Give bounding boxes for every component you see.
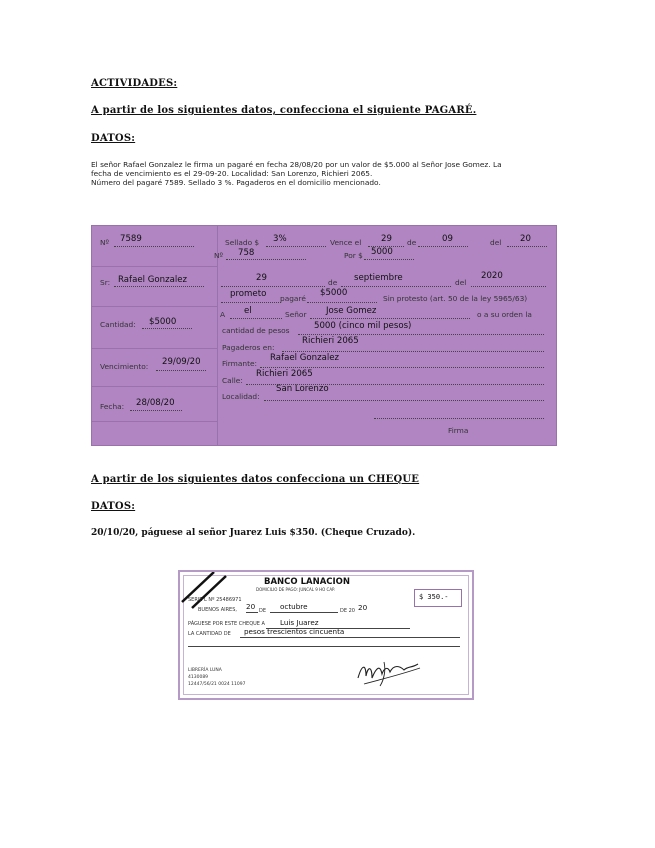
localidad-value: San Lorenzo bbox=[276, 384, 329, 394]
cheque-footer-2: 4130089 bbox=[188, 675, 209, 680]
sellado-line bbox=[266, 246, 326, 247]
cheque-instruction: A partir de los siguientes datos confecciona un CHEQUE bbox=[91, 474, 420, 485]
firma-line bbox=[374, 418, 544, 419]
cheque-anio: 20 bbox=[358, 603, 368, 612]
por-value: 5000 bbox=[371, 247, 393, 257]
senor-line bbox=[310, 318, 470, 319]
signature-icon bbox=[354, 654, 424, 690]
cheque-datos-text: 20/10/20, páguese al señor Juarez Luis $350. (Cheque Cruzado). bbox=[91, 528, 416, 538]
cantidad-line bbox=[240, 637, 460, 638]
anio-value: 2020 bbox=[481, 271, 503, 281]
vencimiento-label: Vencimiento: bbox=[100, 362, 149, 371]
datos-paragraph-line3: Número del pagaré 7589. Sellado 3 %. Pagaderos en el domicilio mencionado. bbox=[91, 178, 381, 187]
vencimiento-line bbox=[156, 370, 206, 371]
numero-value: 7589 bbox=[120, 234, 142, 244]
cantidad-pesos-label: cantidad de pesos bbox=[222, 326, 290, 335]
n2-line bbox=[226, 259, 306, 260]
fecha-value: 28/08/20 bbox=[136, 398, 175, 408]
vence-dia-value: 29 bbox=[381, 234, 392, 244]
bank-address: DOMICILIO DE PAGO: JUNCAL 9 HO CAP. bbox=[256, 587, 336, 592]
pagare-instruction: A partir de los siguientes datos, confecciona el siguiente PAGARÉ. bbox=[91, 105, 477, 116]
dia-value: 29 bbox=[256, 273, 267, 283]
cheque-crossing-lines bbox=[180, 572, 240, 612]
pagare-form bbox=[91, 225, 557, 446]
pagare-row-divider bbox=[92, 348, 217, 349]
numero-line bbox=[114, 246, 194, 247]
vence-label: Vence el bbox=[330, 238, 362, 247]
datos-heading-2: DATOS: bbox=[91, 501, 136, 512]
paguese-value: Luis Juarez bbox=[280, 618, 319, 627]
dia-line bbox=[221, 286, 325, 287]
prometo-line bbox=[221, 302, 281, 303]
vence-del-label: del bbox=[490, 238, 502, 247]
cantidad-label: Cantidad: bbox=[100, 320, 136, 329]
cheque-ciudad: BUENOS AIRES, bbox=[198, 607, 237, 613]
sr-label: Sr: bbox=[100, 278, 111, 287]
orden-label: o a su orden la bbox=[477, 310, 532, 319]
fecha-line bbox=[130, 410, 182, 411]
por-label: Por $ bbox=[344, 251, 363, 260]
prometo-value: prometo bbox=[230, 289, 267, 299]
cheque-dia: 20 bbox=[246, 602, 256, 611]
cheque-footer-1: LIBRERÍA LUNA bbox=[188, 668, 222, 673]
cantidad-pesos-value: 5000 (cinco mil pesos) bbox=[314, 321, 412, 331]
por-line bbox=[364, 259, 414, 260]
cheque-mes: octubre bbox=[280, 602, 308, 611]
vencimiento-value: 29/09/20 bbox=[162, 357, 201, 367]
firma-label: Firma bbox=[448, 426, 469, 435]
sellado-label: Sellado $ bbox=[225, 238, 260, 247]
sellado-value: 3% bbox=[273, 234, 287, 244]
fecha-label: Fecha: bbox=[100, 402, 125, 411]
cheque-dia-line bbox=[246, 612, 258, 613]
numero-label: Nº bbox=[100, 238, 110, 247]
vence-mes-value: 09 bbox=[442, 234, 453, 244]
firmante-line bbox=[260, 367, 544, 368]
a-line bbox=[230, 318, 282, 319]
amount-value: $ 350.- bbox=[419, 593, 449, 601]
firmante-label: Firmante: bbox=[222, 359, 258, 368]
cheque bbox=[178, 570, 474, 700]
calle-value: Richieri 2065 bbox=[256, 369, 313, 379]
amount-box bbox=[414, 589, 462, 607]
vence-mes-line bbox=[418, 246, 468, 247]
sr-line bbox=[114, 286, 204, 287]
pagaderos-label: Pagaderos en: bbox=[222, 343, 275, 352]
anio-line bbox=[471, 286, 546, 287]
pagare-value: $5000 bbox=[320, 288, 348, 298]
pagare-row-divider bbox=[92, 306, 217, 307]
senor-value: Jose Gomez bbox=[326, 306, 377, 316]
pagare-row-divider bbox=[92, 386, 217, 387]
datos-paragraph-line2: fecha de vencimiento es el 29-09-20. Localidad: San Lorenzo, Richieri 2065. bbox=[91, 169, 373, 178]
sin-protesto-label: Sin protesto (art. 50 de la ley 5965/63) bbox=[383, 294, 528, 303]
sr-value: Rafael Gonzalez bbox=[118, 275, 188, 285]
localidad-label: Localidad: bbox=[222, 392, 260, 401]
datos-heading-1: DATOS: bbox=[91, 133, 136, 144]
vence-de-label: de bbox=[407, 238, 417, 247]
pagaderos-line bbox=[282, 351, 544, 352]
vence-anio-line bbox=[507, 246, 547, 247]
vence-anio-value: 20 bbox=[520, 234, 531, 244]
bank-name: BANCO LANACION bbox=[264, 577, 351, 587]
n2-value: 758 bbox=[238, 248, 255, 258]
firmante-value: Rafael Gonzalez bbox=[270, 353, 340, 363]
activities-heading: ACTIVIDADES: bbox=[91, 78, 178, 89]
a-value: el bbox=[244, 306, 252, 316]
pagaderos-value: Richieri 2065 bbox=[302, 336, 359, 346]
cantidad-line bbox=[142, 328, 192, 329]
cheque-mes-line bbox=[270, 612, 338, 613]
cheque-de-label: DE bbox=[259, 608, 267, 614]
senor-label: Señor bbox=[285, 310, 307, 319]
datos-paragraph-line1: El señor Rafael Gonzalez le firma un pagaré en fecha 28/08/20 por un valor de $5.000 al Señor Jose Gomez. La bbox=[91, 160, 502, 169]
de2-label: de bbox=[328, 278, 338, 287]
calle-label: Calle: bbox=[222, 376, 243, 385]
pagare-value-line bbox=[307, 302, 377, 303]
localidad-line bbox=[264, 400, 544, 401]
cheque-footer-3: 12447/56/21 0024 11097 bbox=[188, 682, 246, 687]
paguese-label: PÁGUESE POR ESTE CHEQUE A bbox=[188, 621, 265, 627]
cantidad-value: $5000 bbox=[149, 317, 177, 327]
cantidad-label: LA CANTIDAD DE bbox=[188, 631, 231, 637]
cheque-serie: SERIE L Nº 25486971 bbox=[188, 597, 242, 603]
a-label: A bbox=[220, 310, 226, 319]
cantidad-value: pesos trescientos cincuenta bbox=[244, 627, 345, 636]
cantidad-line-2 bbox=[188, 646, 460, 647]
pagare-row-divider bbox=[92, 421, 217, 422]
del2-label: del bbox=[455, 278, 467, 287]
pagare-row-divider bbox=[92, 266, 217, 267]
mes-value: septiembre bbox=[354, 273, 403, 283]
cheque-de2-label: DE 20 bbox=[340, 608, 355, 614]
mes-line bbox=[341, 286, 451, 287]
pagare-label: pagaré bbox=[280, 294, 306, 303]
cantidad-pesos-line bbox=[298, 334, 544, 335]
n2-label: Nº bbox=[214, 251, 224, 260]
